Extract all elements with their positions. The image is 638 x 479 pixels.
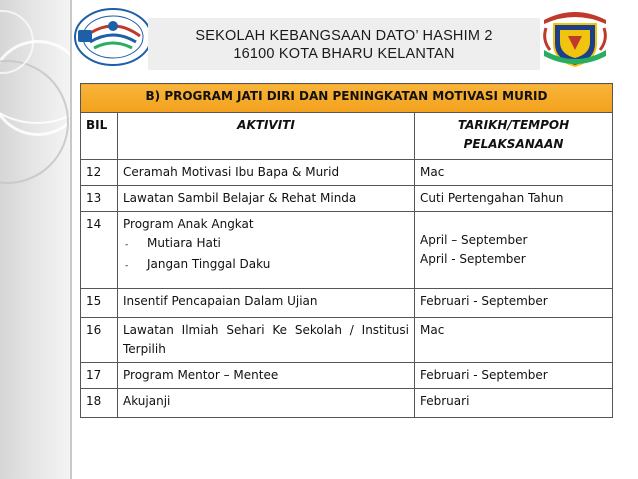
sub-item [123, 255, 409, 276]
ppd-logo-icon [72, 6, 154, 68]
table-row [81, 212, 613, 289]
row-aktiviti: Lawatan Sambil Belajar & Rehat Minda [118, 186, 415, 212]
row-aktiviti [118, 212, 415, 289]
column-header-tarikh-line2: PELAKSANAAN [463, 137, 564, 151]
row-tarikh: Cuti Pertengahan Tahun [415, 186, 613, 212]
row-aktiviti: Lawatan Ilmiah Sehari Ke Sekolah / Institusi Terpilih [118, 318, 415, 363]
table-title-row [81, 84, 613, 113]
row-tarikh [415, 212, 613, 289]
program-table [80, 83, 613, 418]
row-bil: 15 [81, 289, 118, 318]
table-row [81, 363, 613, 389]
column-header-tarikh-line1: TARIKH/TEMPOH [457, 118, 570, 132]
table-row [81, 289, 613, 318]
column-header-bil: BIL [81, 113, 118, 160]
row-aktiviti: Akujanji [118, 389, 415, 418]
table-header-row [81, 113, 613, 160]
table-row [81, 318, 613, 363]
school-crest-icon [540, 6, 610, 68]
row-bil: 13 [81, 186, 118, 212]
row-tarikh: Februari - September [415, 289, 613, 318]
sub-item-label: Mutiara Hati [147, 236, 221, 250]
dash-bullet: - [125, 240, 129, 250]
row-bil: 12 [81, 160, 118, 186]
divider-line [70, 0, 72, 479]
row-aktiviti: Program Mentor – Mentee [118, 363, 415, 389]
row-tarikh: Mac [415, 318, 613, 363]
table-row [81, 186, 613, 212]
row-bil: 16 [81, 318, 118, 363]
sub-item-label: Jangan Tinggal Daku [147, 257, 271, 271]
row-bil: 14 [81, 212, 118, 289]
dash-bullet: - [125, 261, 129, 271]
row-bil: 18 [81, 389, 118, 418]
row-tarikh: Februari - September [415, 363, 613, 389]
row-aktiviti-main: Program Anak Angkat [123, 217, 254, 231]
row-aktiviti: Ceramah Motivasi Ibu Bapa & Murid [118, 160, 415, 186]
row-tarikh-line: April - September [420, 252, 526, 266]
column-header-aktiviti: AKTIVITI [118, 113, 415, 160]
row-aktiviti: Insentif Pencapaian Dalam Ujian [118, 289, 415, 318]
row-tarikh: Mac [415, 160, 613, 186]
left-decorative-band [0, 0, 70, 479]
table-title: B) PROGRAM JATI DIRI DAN PENINGKATAN MOTIVASI MURID [81, 84, 613, 113]
school-name: SEKOLAH KEBANGSAAN DATO’ HASHIM 2 [195, 28, 493, 44]
row-tarikh-line: April – September [420, 233, 528, 247]
row-bil: 17 [81, 363, 118, 389]
table-row [81, 160, 613, 186]
column-header-tarikh [415, 113, 613, 160]
school-address: 16100 KOTA BHARU KELANTAN [233, 46, 455, 62]
row-tarikh: Februari [415, 389, 613, 418]
table-row [81, 389, 613, 418]
sub-item [123, 234, 409, 255]
school-header [148, 18, 540, 70]
